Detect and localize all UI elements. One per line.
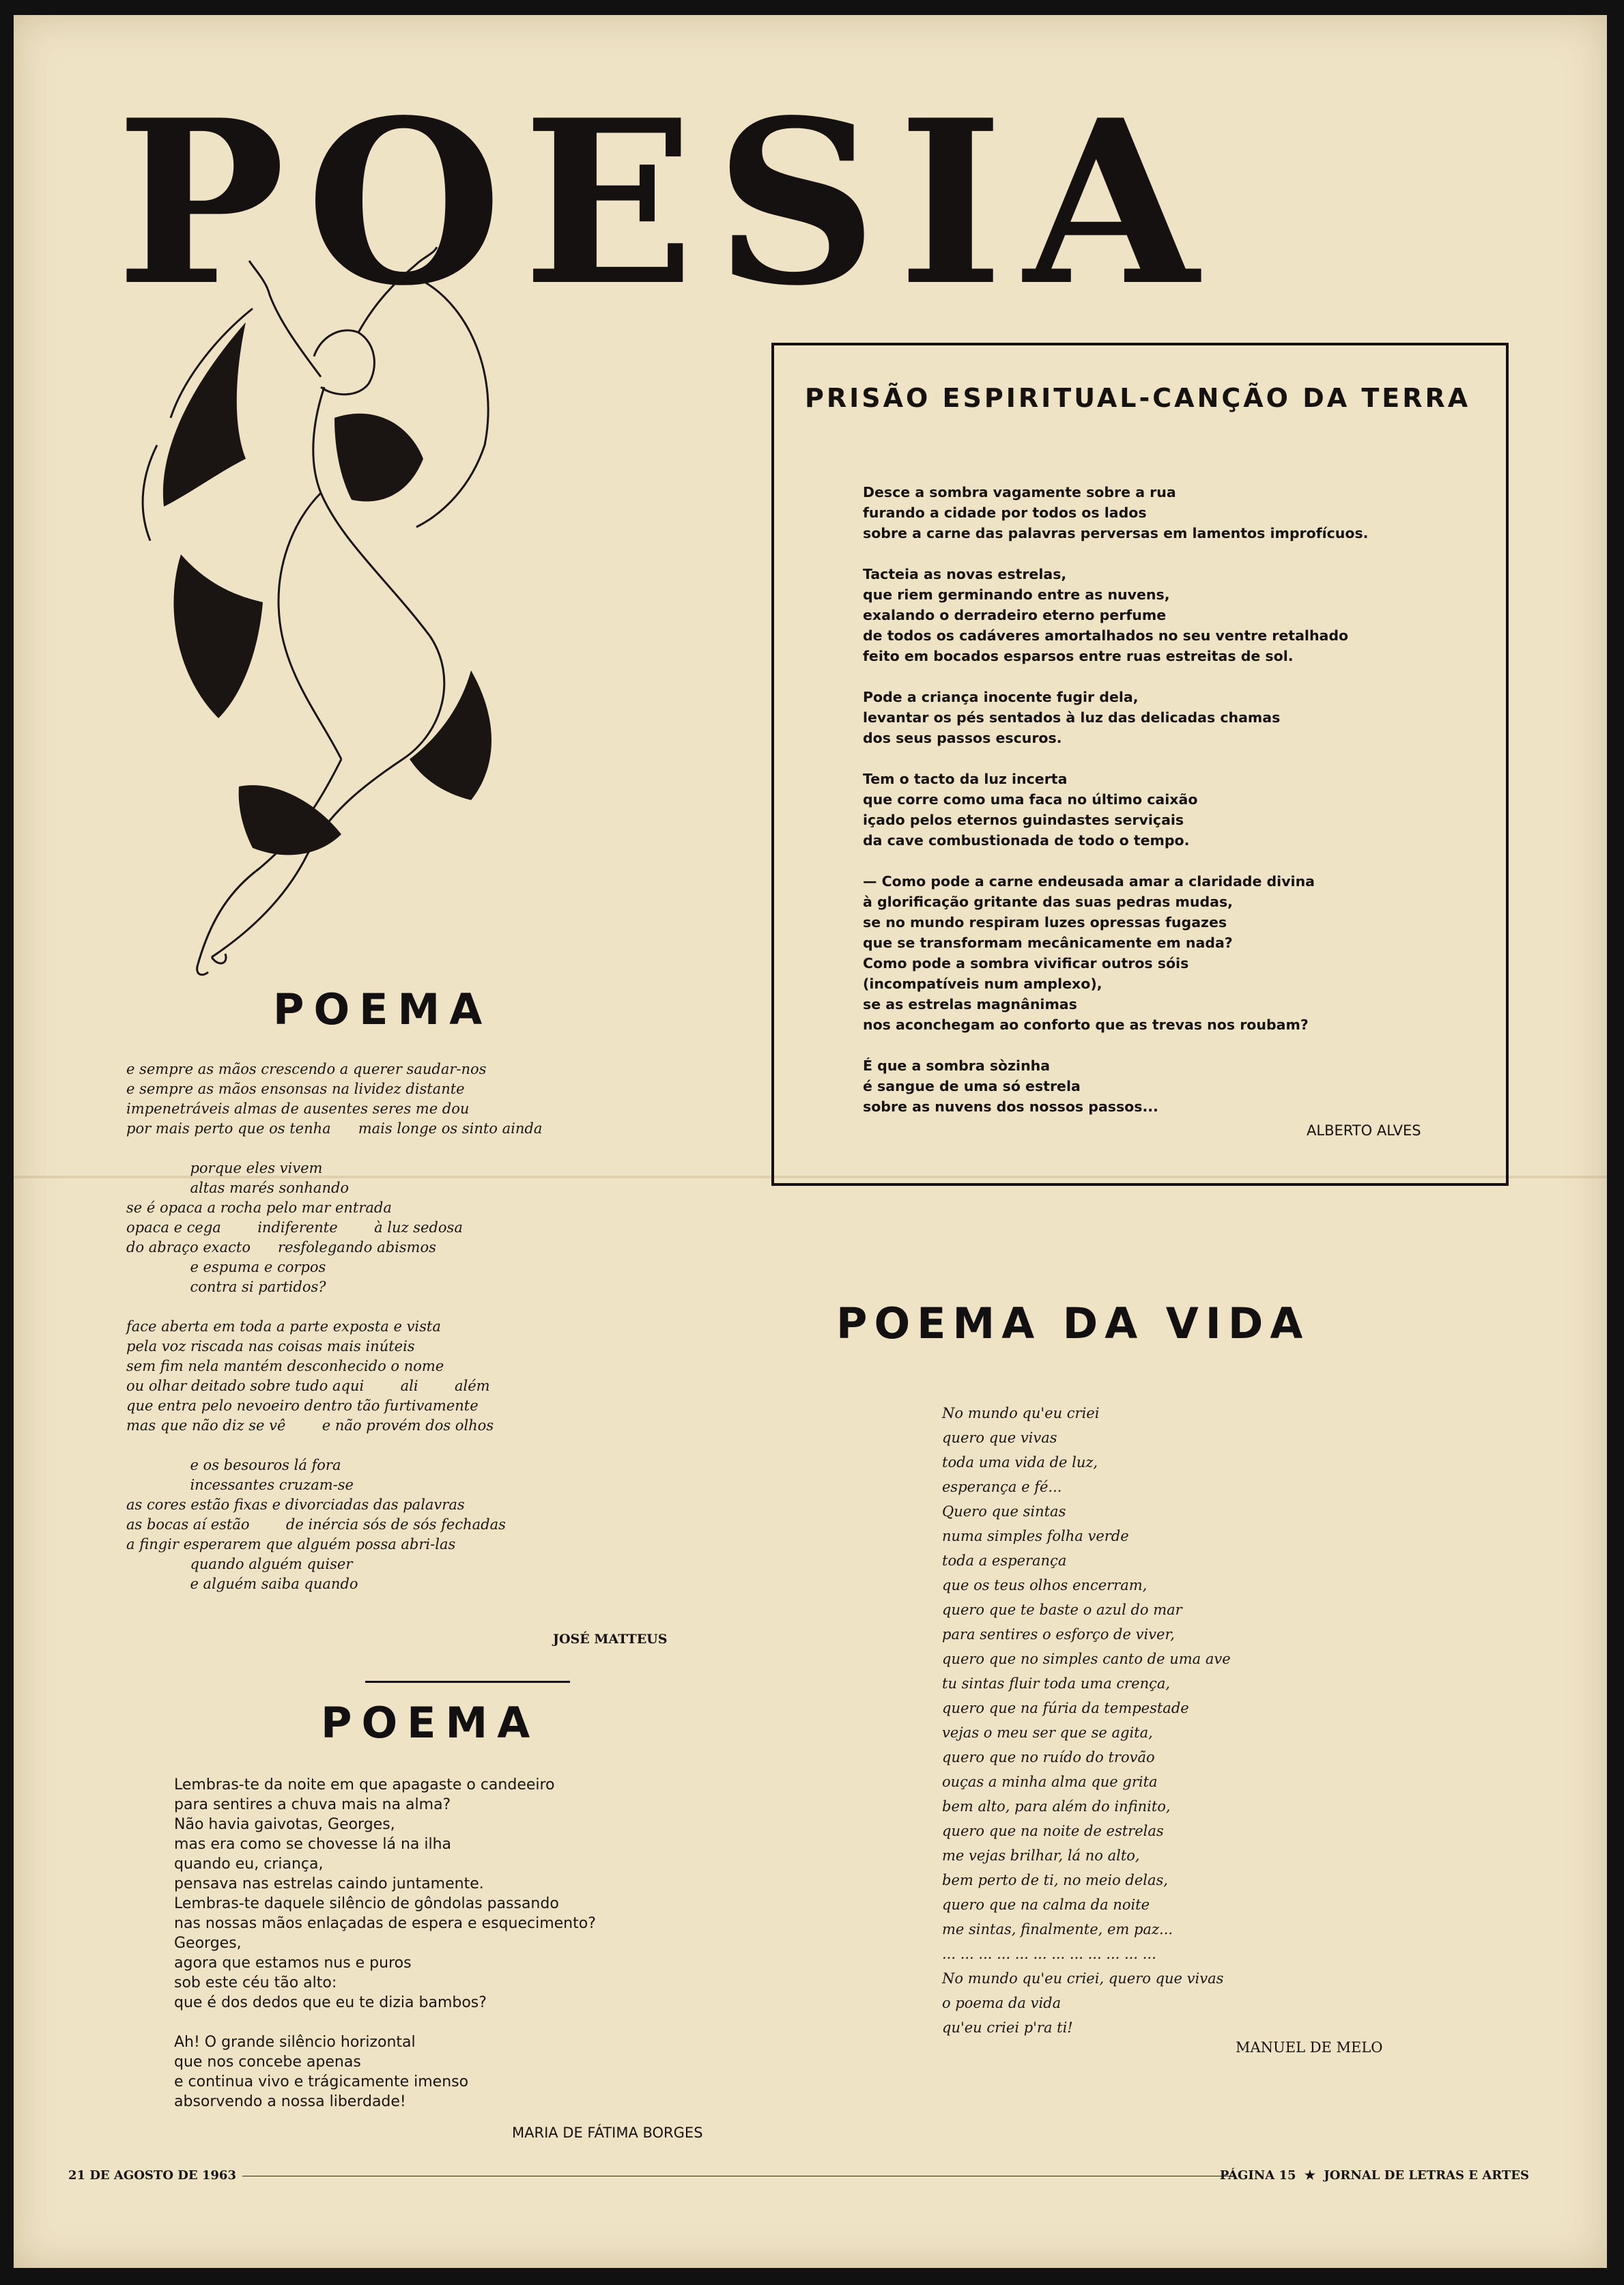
star-icon: ★ — [1304, 2168, 1315, 2183]
poem-line: No mundo qu'eu criei, quero que vivas — [942, 1970, 1224, 1987]
poem-line: Quero que sintas — [942, 1503, 1066, 1520]
poem-line: Ah! O grande silêncio horizontal — [174, 2034, 416, 2051]
poem-line: quero que vivas — [942, 1430, 1057, 1446]
poem-line: levantar os pés sentados à luz das delicadas chamas — [863, 709, 1281, 726]
poema2-title: POEMA — [321, 1698, 540, 1748]
poem-line: Lembras-te daquele silêncio de gôndolas passando — [174, 1895, 559, 1912]
poem-line: e sempre as mãos ensonsas na lividez distante — [126, 1081, 465, 1097]
poem-line: tu sintas fluir toda uma crença, — [942, 1675, 1171, 1692]
poem-line: quando eu, criança, — [174, 1856, 324, 1873]
poem-line: esperança e fé... — [942, 1479, 1062, 1495]
poem-line: é sangue de uma só estrela — [863, 1078, 1081, 1094]
poem-line: Pode a criança inocente fugir dela, — [863, 689, 1139, 705]
poem-line — [126, 1436, 542, 1456]
poem-line — [126, 1139, 542, 1159]
poem-line: numa simples folha verde — [942, 1528, 1129, 1544]
poem-line: quero que na fúria da tempestade — [942, 1700, 1189, 1716]
poem-line: furando a cidade por todos os lados — [863, 505, 1147, 521]
poem-line: que é dos dedos que eu te dizia bambos? — [174, 1994, 487, 2011]
poem-line: quero que na noite de estrelas — [942, 1823, 1164, 1839]
dancing-woman-drawing-icon — [116, 199, 580, 984]
poem-line: quero que te baste o azul do mar — [942, 1602, 1182, 1618]
poem-line: Lembras-te da noite em que apagaste o candeeiro — [174, 1776, 555, 1793]
prisao-title: PRISÃO ESPIRITUAL-CANÇÃO DA TERRA — [805, 383, 1471, 413]
poem-line: (incompatíveis num amplexo), — [863, 976, 1102, 992]
poema-vida-title: POEMA DA VIDA — [836, 1298, 1310, 1348]
poem-line: ou olhar deitado sobre tudo aqui ali além — [126, 1378, 490, 1394]
poem-line: e os besouros lá fora — [126, 1457, 341, 1473]
poem-line: nos aconchegam ao conforto que as trevas nos roubam? — [863, 1017, 1309, 1033]
poem-line: ... ... ... ... ... ... ... ... ... ... ... ... — [942, 1946, 1156, 1962]
poem-line: Como pode a sombra vivificar outros sóis — [863, 955, 1189, 971]
poem-line: se as estrelas magnânimas — [863, 996, 1077, 1012]
poem-line: agora que estamos nus e puros — [174, 1955, 412, 1972]
poem-line: mas que não diz se vê e não provém dos olhos — [126, 1417, 494, 1434]
poem-line: por mais perto que os tenha mais longe os sinto ainda — [126, 1120, 543, 1137]
poem-line: toda uma vida de luz, — [942, 1454, 1098, 1471]
poem-line — [863, 1035, 1477, 1055]
poem-line — [863, 543, 1477, 564]
poem-line: se no mundo respiram luzes opressas fugazes — [863, 914, 1227, 931]
poema1-text — [126, 1060, 542, 1594]
poem-line: a fingir esperarem que alguém possa abri-las — [126, 1536, 456, 1552]
footer-page-number: PÁGINA 15 — [1219, 2168, 1296, 2183]
poem-line: Tem o tacto da luz incerta — [863, 771, 1068, 787]
poem-line: incessantes cruzam-se — [126, 1477, 354, 1493]
prisao-espiritual-box — [771, 343, 1509, 1186]
poem-line: que corre como uma faca no último caixão — [863, 791, 1198, 808]
poem-line: quando alguém quiser — [126, 1556, 353, 1572]
poem-line: opaca e cega indiferente à luz sedosa — [126, 1219, 463, 1236]
poem-line: que riem germinando entre as nuvens, — [863, 586, 1170, 603]
poem-line: porque eles vivem — [126, 1160, 323, 1176]
poem-line: Tacteia as novas estrelas, — [863, 566, 1067, 582]
poem-line — [126, 1297, 542, 1317]
poem-line: sobre a carne das palavras perversas em lamentos improfícuos. — [863, 525, 1369, 541]
poem-line: e continua vivo e trágicamente imenso — [174, 2073, 469, 2090]
poem-line: — Como pode a carne endeusada amar a claridade divina — [863, 873, 1315, 890]
poem-line: mas era como se chovesse lá na ilha — [174, 1836, 452, 1853]
poem-line — [863, 748, 1477, 769]
poem-line: me vejas brilhar, lá no alto, — [942, 1847, 1140, 1864]
poem-line: de todos os cadáveres amortalhados no seu ventre retalhado — [863, 627, 1349, 644]
poem-line: nas nossas mãos enlaçadas de espera e esquecimento? — [174, 1915, 596, 1932]
poem-line — [863, 851, 1477, 871]
poem-line: se é opaca a rocha pelo mar entrada — [126, 1200, 392, 1216]
poem-line: dos seus passos escuros. — [863, 730, 1062, 746]
poem-line: sem fim nela mantém desconhecido o nome — [126, 1358, 444, 1374]
footer-page-info — [1220, 2168, 1529, 2183]
poem-line: absorvendo a nossa liberdade! — [174, 2093, 406, 2110]
poem-line: para sentires o esforço de viver, — [942, 1626, 1175, 1643]
poem-line: sobre as nuvens dos nossos passos... — [863, 1098, 1158, 1115]
poema-vida-text — [942, 1401, 1231, 2040]
poem-line: e alguém saiba quando — [126, 1576, 358, 1592]
poem-line: e espuma e corpos — [126, 1259, 326, 1275]
poem-line: É que a sombra sòzinha — [863, 1058, 1051, 1074]
poem-line: Não havia gaivotas, Georges, — [174, 1816, 395, 1833]
footer-journal-name: JORNAL DE LETRAS E ARTES — [1324, 2168, 1529, 2183]
poem-line: as bocas aí estão de inércia sós de sós fechadas — [126, 1516, 506, 1533]
poem-line: as cores estão fixas e divorciadas das palavras — [126, 1496, 465, 1513]
poem-line: içado pelos eternos guindastes serviçais — [863, 812, 1184, 828]
poem-line: quero que no ruído do trovão — [942, 1749, 1155, 1765]
poema1-author: JOSÉ MATTEUS — [553, 1632, 668, 1647]
poema2-author: MARIA DE FÁTIMA BORGES — [512, 2125, 703, 2141]
poem-line: que se transformam mecânicamente em nada? — [863, 935, 1233, 951]
divider-rule — [365, 1681, 570, 1683]
poem-line: pensava nas estrelas caindo juntamente. — [174, 1875, 484, 1892]
prisao-poem-text — [863, 482, 1477, 1117]
poem-line: Georges, — [174, 1935, 242, 1952]
poem-line: sob este céu tão alto: — [174, 1974, 337, 1991]
poema-vida-author: MANUEL DE MELO — [1236, 2039, 1383, 2056]
poem-line: contra si partidos? — [126, 1279, 326, 1295]
masthead-title: POESIA — [116, 70, 1219, 335]
poem-line: e sempre as mãos crescendo a querer saudar-nos — [126, 1061, 487, 1077]
poem-line: ouças a minha alma que grita — [942, 1774, 1158, 1790]
poem-line: que nos concebe apenas — [174, 2054, 361, 2071]
poem-line: do abraço exacto resfolegando abismos — [126, 1239, 436, 1255]
poem-line: Desce a sombra vagamente sobre a rua — [863, 484, 1176, 500]
poem-line — [863, 666, 1477, 687]
poem-line: à glorificação gritante das suas pedras mudas, — [863, 894, 1233, 910]
poem-line: altas marés sonhando — [126, 1180, 350, 1196]
poem-line: No mundo qu'eu criei — [942, 1405, 1100, 1421]
poem-line: face aberta em toda a parte exposta e vista — [126, 1318, 441, 1335]
poem-line: quero que no simples canto de uma ave — [942, 1651, 1231, 1667]
prisao-author: ALBERTO ALVES — [1307, 1122, 1421, 1139]
page-footer — [68, 2166, 1529, 2189]
poema1-title: POEMA — [273, 984, 492, 1034]
poem-line: que entra pelo nevoeiro dentro tão furtivamente — [126, 1397, 479, 1414]
poem-line: da cave combustionada de todo o tempo. — [863, 832, 1190, 849]
newspaper-page — [14, 15, 1607, 2268]
poem-line: impenetráveis almas de ausentes seres me dou — [126, 1101, 470, 1117]
poem-line: bem perto de ti, no meio delas, — [942, 1872, 1168, 1888]
poem-line: pela voz riscada nas coisas mais inúteis — [126, 1338, 415, 1354]
poema2-text — [174, 1775, 596, 2112]
poem-line: toda a esperança — [942, 1552, 1067, 1569]
poem-line: que os teus olhos encerram, — [942, 1577, 1148, 1593]
poem-line: o poema da vida — [942, 1995, 1062, 2011]
poem-line: feito em bocados esparsos entre ruas estreitas de sol. — [863, 648, 1294, 664]
footer-date: 21 DE AGOSTO DE 1963 — [68, 2168, 236, 2183]
poem-line: bem alto, para além do infinito, — [942, 1798, 1171, 1815]
poem-line: qu'eu criei p'ra ti! — [942, 2019, 1073, 2036]
poem-line: para sentires a chuva mais na alma? — [174, 1796, 451, 1813]
poem-line: vejas o meu ser que se agita, — [942, 1725, 1153, 1741]
poem-line: exalando o derradeiro eterno perfume — [863, 607, 1167, 623]
poem-line: me sintas, finalmente, em paz... — [942, 1921, 1173, 1938]
poem-line: quero que na calma da noite — [942, 1897, 1150, 1913]
poem-line — [174, 2013, 596, 2032]
